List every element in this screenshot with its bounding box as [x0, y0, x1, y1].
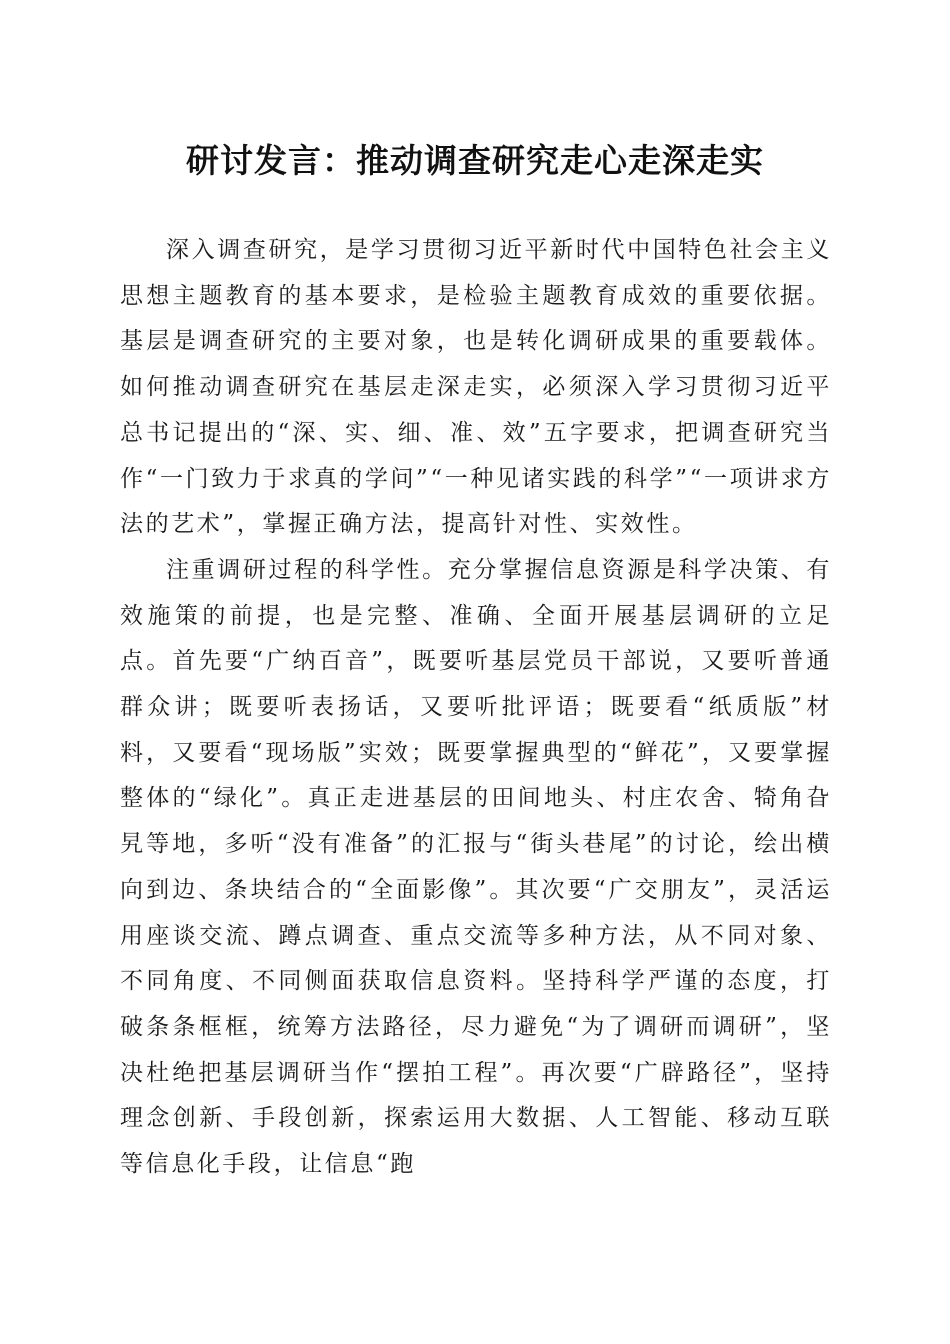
document-title: 研讨发言：推动调查研究走心走深走实 [186, 141, 764, 180]
paragraph-research-process: 注重调研过程的科学性。充分掌握信息资源是科学决策、有效施策的前提，也是完整、准确、全面开展基层调研的立足点。首先要“广纳百音”，既要听基层党员干部说，又要听普通群众讲；既要听表扬话，又要听批评语；既要看“纸质版”材料，又要看“现场版”实效；既要掌握典型的“鲜花”，又要掌握整体的“绿化”。真正走进基层的田间地头、村庄农舍、犄角旮旯等地，多听“没有准备”的汇报与“街头巷尾”的讨论，绘出横向到边、条块结合的“全面影像”。其次要“广交朋友”，灵活运用座谈交流、蹲点调查、重点交流等多种方法，从不同对象、不同角度、不同侧面获取信息资料。坚持科学严谨的态度，打破条条框框，统筹方法路径，尽力避免“为了调研而调研”，坚决杜绝把基层调研当作“摆拍工程”。再次要“广辟路径”，坚持理念创新、手段创新，探索运用大数据、人工智能、移动互联等信息化手段，让信息“跑 [120, 556, 832, 1178]
document-body [120, 228, 832, 1188]
paragraph-intro: 深入调查研究，是学习贯彻习近平新时代中国特色社会主义思想主题教育的基本要求，是检验主题教育成效的重要依据。基层是调查研究的主要对象，也是转化调研成果的重要载体。如何推动调查研究在基层走深走实，必须深入学习贯彻习近平总书记提出的“深、实、细、准、效”五字要求，把调查研究当作“一门致力于求真的学问”“一种见诸实践的科学”“一项讲求方法的艺术”，掌握正确方法，提高针对性、实效性。 [120, 237, 832, 538]
